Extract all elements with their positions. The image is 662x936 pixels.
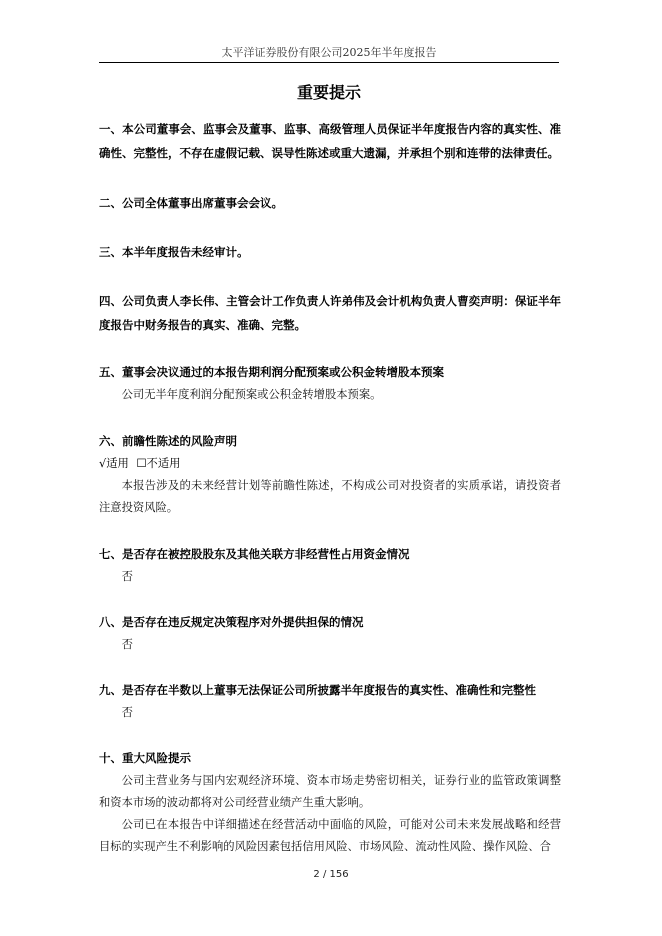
section-8-heading: 八、是否存在违反规定决策程序对外提供担保的情况 bbox=[99, 615, 364, 629]
section-4 bbox=[99, 289, 561, 337]
header-divider bbox=[99, 62, 559, 63]
section-6-heading: 六、前瞻性陈述的风险声明 bbox=[99, 434, 237, 448]
section-8 bbox=[99, 610, 561, 656]
page-number: 2 / 156 bbox=[313, 869, 349, 880]
applicability-options bbox=[99, 453, 561, 475]
section-9-answer: 否 bbox=[121, 706, 133, 719]
section-2-heading: 二、公司全体董事出席董事会会议。 bbox=[99, 196, 283, 210]
section-5 bbox=[99, 360, 561, 406]
section-3 bbox=[99, 240, 561, 264]
section-1 bbox=[99, 117, 561, 165]
section-2 bbox=[99, 191, 561, 215]
section-6-body: 本报告涉及的未来经营计划等前瞻性陈述，不构成公司对投资者的实质承诺，请投资者注意投资风险。 bbox=[99, 479, 561, 514]
section-1-heading: 一、本公司董事会、监事会及董事、监事、高级管理人员保证半年度报告内容的真实性、准确性、完整性，不存在虚假记载、误导性陈述或重大遗漏，并承担个别和连带的法律责任。 bbox=[99, 122, 561, 160]
section-10-heading: 十、重大风险提示 bbox=[99, 751, 191, 765]
section-7-heading: 七、是否存在被控股股东及其他关联方非经营性占用资金情况 bbox=[99, 547, 410, 561]
option-applicable: 适用 bbox=[106, 457, 129, 470]
checked-mark-icon: √ bbox=[99, 457, 107, 470]
running-header: 太平洋证券股份有限公司2025年半年度报告 bbox=[221, 46, 437, 59]
section-5-heading: 五、董事会决议通过的本报告期利润分配预案或公积金转增股本预案 bbox=[99, 365, 444, 379]
section-9-heading: 九、是否存在半数以上董事无法保证公司所披露半年度报告的真实性、准确性和完整性 bbox=[99, 683, 536, 697]
page-title: 重要提示 bbox=[296, 83, 361, 102]
section-8-answer: 否 bbox=[121, 638, 133, 651]
document-body bbox=[99, 117, 561, 858]
section-5-body: 公司无半年度利润分配预案或公积金转增股本预案。 bbox=[121, 388, 382, 401]
section-10 bbox=[99, 746, 561, 858]
section-6 bbox=[99, 429, 561, 519]
section-10-paragraph: 公司主营业务与国内宏观经济环境、资本市场走势密切相关，证券行业的监管政策调整和资本市场的波动都将对公司经营业绩产生重大影响。 bbox=[99, 774, 561, 809]
section-10-paragraph: 公司已在本报告中详细描述在经营活动中面临的风险，可能对公司未来发展战略和经营目标的实现产生不利影响的风险因素包括信用风险、市场风险、流动性风险、操作风险、合 bbox=[99, 818, 561, 853]
section-9 bbox=[99, 678, 561, 724]
section-3-heading: 三、本半年度报告未经审计。 bbox=[99, 245, 249, 259]
section-4-heading: 四、公司负责人李长伟、主管会计工作负责人许弟伟及会计机构负责人曹奕声明：保证半年度报告中财务报告的真实、准确、完整。 bbox=[99, 294, 561, 332]
section-7 bbox=[99, 542, 561, 588]
option-not-applicable: 不适用 bbox=[146, 457, 181, 470]
section-7-answer: 否 bbox=[121, 570, 133, 583]
checkbox-empty-icon: ☐ bbox=[136, 457, 147, 470]
